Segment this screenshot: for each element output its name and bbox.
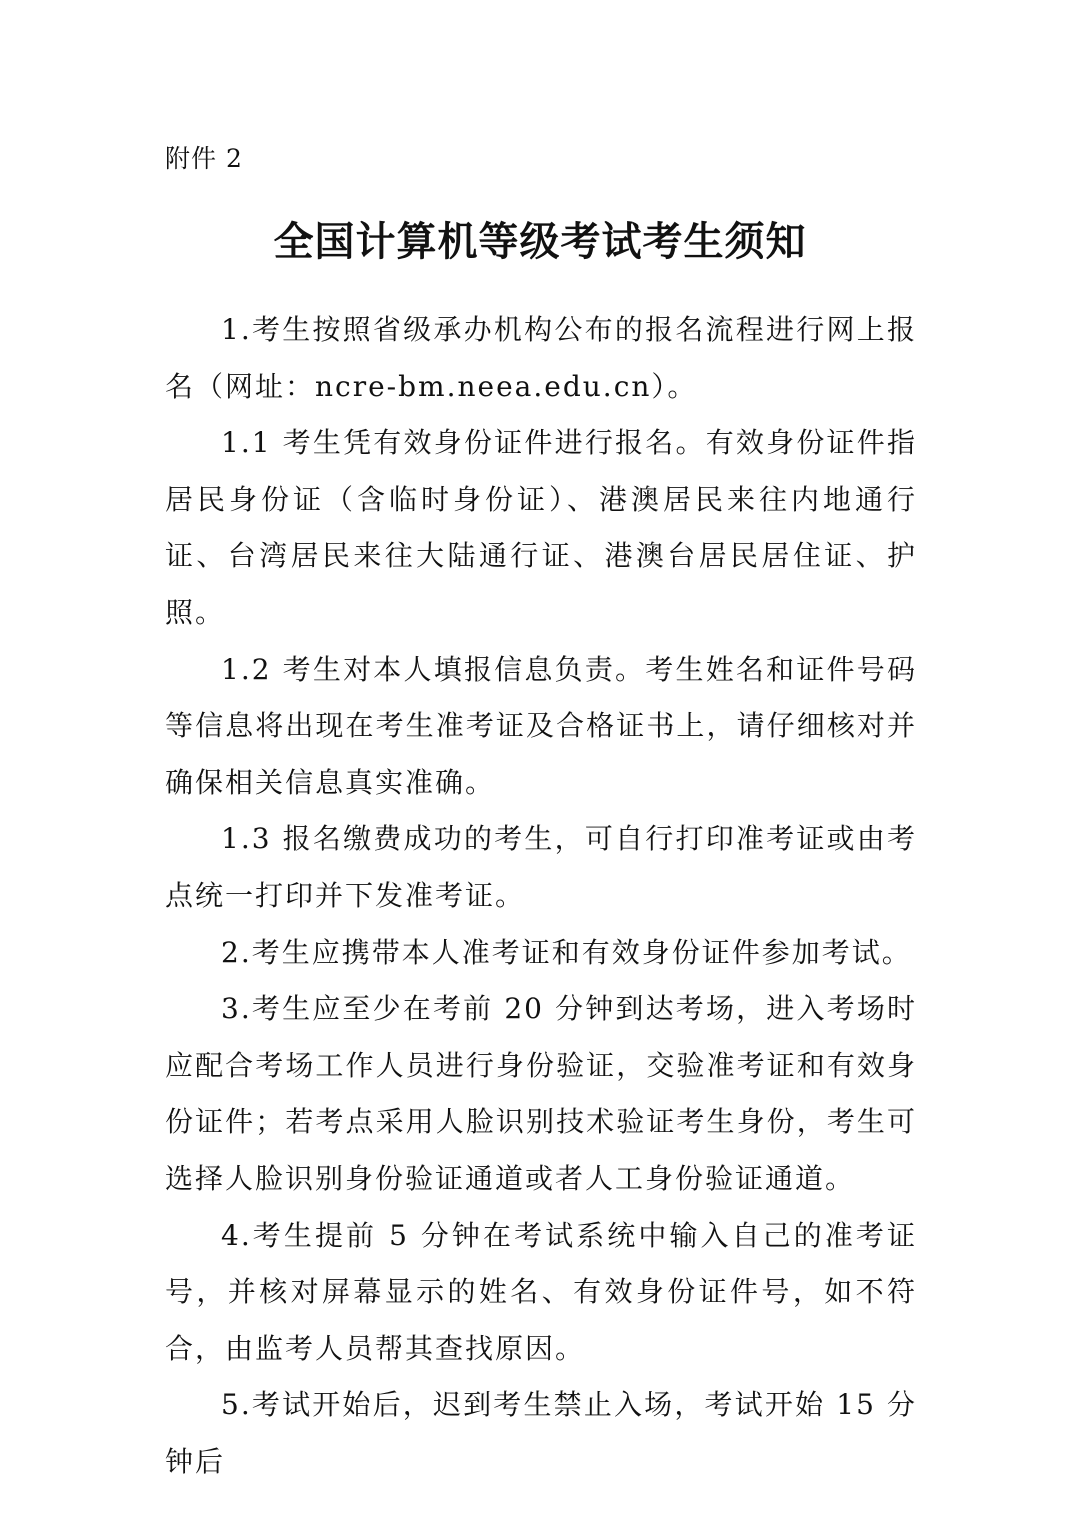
paragraph-3: 3.考生应至少在考前 20 分钟到达考场，进入考场时应配合考场工作人员进行身份验证，交验准考证和有效身份证件；若考点采用人脸识别技术验证考生身份，考生可选择人脸识别身份验证通道或者人工身份验证通道。 — [165, 992, 917, 1195]
paragraph-2: 2.考生应携带本人准考证和有效身份证件参加考试。 — [221, 935, 912, 969]
paragraph-1-2: 1.2 考生对本人填报信息负责。考生姓名和证件号码等信息将出现在考生准考证及合格证书上，请仔细核对并确保相关信息真实准确。 — [165, 652, 917, 799]
paragraph-1: 1.考生按照省级承办机构公布的报名流程进行网上报名（网址：ncre-bm.neea.edu.cn）。 — [165, 313, 917, 403]
paragraph-1-1: 1.1 考生凭有效身份证件进行报名。有效身份证件指居民身份证（含临时身份证）、港澳居民来往内地通行证、台湾居民来往大陆通行证、港澳台居民居住证、护照。 — [165, 426, 917, 629]
paragraph-5: 5.考试开始后，迟到考生禁止入场，考试开始 15 分钟后 — [165, 1388, 917, 1478]
document-body — [165, 302, 917, 1490]
attachment-label: 附件 2 — [165, 144, 243, 173]
paragraph-1-3: 1.3 报名缴费成功的考生，可自行打印准考证或由考点统一打印并下发准考证。 — [165, 822, 917, 912]
document-title: 全国计算机等级考试考生须知 — [273, 218, 807, 265]
paragraph-4: 4.考生提前 5 分钟在考试系统中输入自己的准考证号，并核对屏幕显示的姓名、有效身份证件号，如不符合，由监考人员帮其查找原因。 — [165, 1218, 917, 1365]
